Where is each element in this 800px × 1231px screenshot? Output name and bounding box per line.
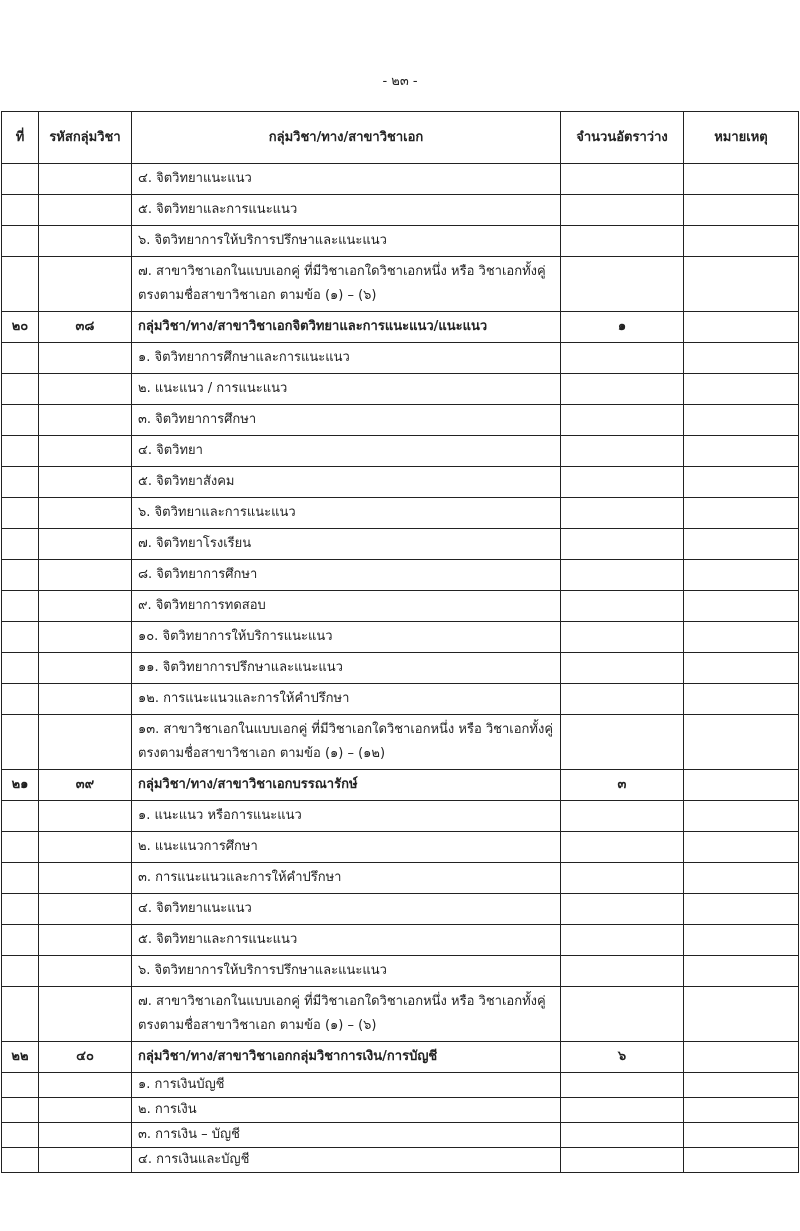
table-row [2, 684, 799, 715]
row-note [684, 498, 799, 529]
row-no: ๒๒ [2, 1042, 39, 1073]
row-code [39, 405, 132, 436]
row-code [39, 436, 132, 467]
row-note [684, 1123, 799, 1148]
row-subject: ๓. การแนะแนวและการให้คำปรึกษา [132, 863, 561, 894]
row-count: ๑ [561, 312, 684, 343]
row-subject: ๔. จิตวิทยาแนะแนว [132, 894, 561, 925]
row-no [2, 1148, 39, 1173]
row-code [39, 832, 132, 863]
row-no [2, 257, 39, 312]
row-no [2, 529, 39, 560]
row-code [39, 374, 132, 405]
row-no [2, 405, 39, 436]
header-count: จำนวนอัตราว่าง [561, 112, 684, 164]
row-no [2, 894, 39, 925]
row-no [2, 925, 39, 956]
row-code [39, 715, 132, 770]
row-code [39, 1148, 132, 1173]
row-code [39, 1098, 132, 1123]
row-no [2, 498, 39, 529]
vacancy-table [1, 111, 799, 1173]
table-row [2, 622, 799, 653]
table-row [2, 257, 799, 312]
row-code [39, 195, 132, 226]
row-subject: ๗. สาขาวิชาเอกในแบบเอกคู่ ที่มีวิชาเอกใดวิชาเอกหนึ่ง หรือ วิชาเอกทั้งคู่ตรงตามชื่อสาขาวิชาเอก ตามข้อ (๑) – (๖) [132, 987, 561, 1042]
row-subject: ๗. สาขาวิชาเอกในแบบเอกคู่ ที่มีวิชาเอกใดวิชาเอกหนึ่ง หรือ วิชาเอกทั้งคู่ตรงตามชื่อสาขาวิชาเอก ตามข้อ (๑) – (๖) [132, 257, 561, 312]
row-no [2, 436, 39, 467]
row-count [561, 622, 684, 653]
row-code [39, 653, 132, 684]
row-code: ๔๐ [39, 1042, 132, 1073]
row-subject: ๑. จิตวิทยาการศึกษาและการแนะแนว [132, 343, 561, 374]
row-no [2, 374, 39, 405]
row-note [684, 195, 799, 226]
row-subject: ๗. จิตวิทยาโรงเรียน [132, 529, 561, 560]
table-row [2, 195, 799, 226]
table-row [2, 498, 799, 529]
row-no [2, 715, 39, 770]
row-subject: ๔. จิตวิทยาแนะแนว [132, 164, 561, 195]
row-code [39, 987, 132, 1042]
row-count [561, 591, 684, 622]
row-subject: กลุ่มวิชา/ทาง/สาขาวิชาเอกบรรณารักษ์ [132, 770, 561, 801]
header-note: หมายเหตุ [684, 112, 799, 164]
header-no: ที่ [2, 112, 39, 164]
table-row [2, 863, 799, 894]
row-subject: ๖. จิตวิทยาและการแนะแนว [132, 498, 561, 529]
row-no [2, 467, 39, 498]
row-count [561, 832, 684, 863]
row-count [561, 436, 684, 467]
row-no [2, 956, 39, 987]
row-count [561, 164, 684, 195]
table-row [2, 715, 799, 770]
row-no [2, 195, 39, 226]
row-code [39, 863, 132, 894]
row-note [684, 374, 799, 405]
row-count [561, 405, 684, 436]
table-row [2, 529, 799, 560]
row-no [2, 226, 39, 257]
table-row [2, 1148, 799, 1173]
row-subject: ๑๐. จิตวิทยาการให้บริการแนะแนว [132, 622, 561, 653]
row-note [684, 257, 799, 312]
row-count [561, 925, 684, 956]
row-no [2, 863, 39, 894]
row-note [684, 801, 799, 832]
table-row [2, 832, 799, 863]
row-subject: ๑๒. การแนะแนวและการให้คำปรึกษา [132, 684, 561, 715]
row-note [684, 1073, 799, 1098]
row-count [561, 801, 684, 832]
row-code [39, 529, 132, 560]
row-count [561, 1123, 684, 1148]
row-subject: ๒. แนะแนวการศึกษา [132, 832, 561, 863]
row-note [684, 1148, 799, 1173]
row-note [684, 863, 799, 894]
row-subject: ๑๑. จิตวิทยาการปรึกษาและแนะแนว [132, 653, 561, 684]
row-no [2, 560, 39, 591]
row-note [684, 405, 799, 436]
row-no [2, 653, 39, 684]
row-code: ๓๙ [39, 770, 132, 801]
row-code [39, 467, 132, 498]
row-code [39, 257, 132, 312]
row-note [684, 226, 799, 257]
table-row [2, 405, 799, 436]
row-no [2, 343, 39, 374]
row-note [684, 1098, 799, 1123]
row-count: ๖ [561, 1042, 684, 1073]
row-subject: ๑. แนะแนว หรือการแนะแนว [132, 801, 561, 832]
row-no [2, 1073, 39, 1098]
table-row [2, 164, 799, 195]
group-row [2, 312, 799, 343]
row-no [2, 832, 39, 863]
row-count [561, 560, 684, 591]
row-count [561, 715, 684, 770]
row-code [39, 1123, 132, 1148]
group-row [2, 770, 799, 801]
row-count [561, 374, 684, 405]
row-note [684, 832, 799, 863]
row-no [2, 1123, 39, 1148]
row-note [684, 1042, 799, 1073]
row-note [684, 925, 799, 956]
table-row [2, 894, 799, 925]
row-code [39, 560, 132, 591]
row-no [2, 801, 39, 832]
row-count [561, 195, 684, 226]
row-subject: ๕. จิตวิทยาสังคม [132, 467, 561, 498]
row-count [561, 863, 684, 894]
row-code [39, 164, 132, 195]
row-count [561, 226, 684, 257]
row-count [561, 467, 684, 498]
table-row [2, 591, 799, 622]
table-row [2, 653, 799, 684]
table-row [2, 801, 799, 832]
row-code [39, 925, 132, 956]
row-code [39, 1073, 132, 1098]
row-note [684, 987, 799, 1042]
row-count [561, 987, 684, 1042]
table-row [2, 1073, 799, 1098]
row-code [39, 956, 132, 987]
row-no [2, 1098, 39, 1123]
row-count [561, 343, 684, 374]
table-row [2, 436, 799, 467]
table-row [2, 956, 799, 987]
row-subject: ๔. จิตวิทยา [132, 436, 561, 467]
table-row [2, 925, 799, 956]
row-count [561, 1098, 684, 1123]
row-count [561, 684, 684, 715]
row-subject: กลุ่มวิชา/ทาง/สาขาวิชาเอกกลุ่มวิชาการเงิน/การบัญชี [132, 1042, 561, 1073]
row-note [684, 312, 799, 343]
row-note [684, 684, 799, 715]
row-note [684, 894, 799, 925]
row-code [39, 894, 132, 925]
table-header-row [2, 112, 799, 164]
row-note [684, 956, 799, 987]
row-no [2, 987, 39, 1042]
row-count: ๓ [561, 770, 684, 801]
row-no [2, 591, 39, 622]
row-subject: ๖. จิตวิทยาการให้บริการปรึกษาและแนะแนว [132, 226, 561, 257]
table-row [2, 374, 799, 405]
row-code [39, 591, 132, 622]
row-note [684, 591, 799, 622]
table-row [2, 226, 799, 257]
header-code: รหัสกลุ่มวิชา [39, 112, 132, 164]
row-note [684, 653, 799, 684]
row-subject: ๘. จิตวิทยาการศึกษา [132, 560, 561, 591]
row-note [684, 770, 799, 801]
row-no [2, 164, 39, 195]
row-no: ๒๑ [2, 770, 39, 801]
row-count [561, 498, 684, 529]
table-row [2, 1098, 799, 1123]
row-count [561, 956, 684, 987]
table-row [2, 1123, 799, 1148]
table-row [2, 560, 799, 591]
row-count [561, 257, 684, 312]
row-no: ๒๐ [2, 312, 39, 343]
row-count [561, 1148, 684, 1173]
row-code: ๓๘ [39, 312, 132, 343]
row-count [561, 653, 684, 684]
row-note [684, 164, 799, 195]
row-count [561, 1073, 684, 1098]
row-note [684, 343, 799, 374]
row-code [39, 801, 132, 832]
row-subject: ๑. การเงินบัญชี [132, 1073, 561, 1098]
row-subject: ๙. จิตวิทยาการทดสอบ [132, 591, 561, 622]
row-count [561, 894, 684, 925]
row-code [39, 498, 132, 529]
row-note [684, 560, 799, 591]
row-subject: ๒. การเงิน [132, 1098, 561, 1123]
table-row [2, 987, 799, 1042]
row-code [39, 226, 132, 257]
row-note [684, 436, 799, 467]
row-note [684, 715, 799, 770]
row-no [2, 622, 39, 653]
row-no [2, 684, 39, 715]
row-subject: ๒. แนะแนว / การแนะแนว [132, 374, 561, 405]
row-subject: ๓. จิตวิทยาการศึกษา [132, 405, 561, 436]
header-subject: กลุ่มวิชา/ทาง/สาขาวิชาเอก [132, 112, 561, 164]
row-subject: ๓. การเงิน – บัญชี [132, 1123, 561, 1148]
row-subject: ๖. จิตวิทยาการให้บริการปรึกษาและแนะแนว [132, 956, 561, 987]
table-row [2, 343, 799, 374]
row-code [39, 622, 132, 653]
page-number: - ๒๓ - [382, 74, 418, 89]
table-row [2, 467, 799, 498]
row-note [684, 529, 799, 560]
row-subject: ๕. จิตวิทยาและการแนะแนว [132, 195, 561, 226]
row-subject: ๕. จิตวิทยาและการแนะแนว [132, 925, 561, 956]
row-subject: ๑๓. สาขาวิชาเอกในแบบเอกคู่ ที่มีวิชาเอกใดวิชาเอกหนึ่ง หรือ วิชาเอกทั้งคู่ตรงตามชื่อสาขาวิชาเอก ตามข้อ (๑) – (๑๒) [132, 715, 561, 770]
group-row [2, 1042, 799, 1073]
row-note [684, 622, 799, 653]
row-subject: ๔. การเงินและบัญชี [132, 1148, 561, 1173]
row-count [561, 529, 684, 560]
row-code [39, 343, 132, 374]
row-note [684, 467, 799, 498]
row-code [39, 684, 132, 715]
row-subject: กลุ่มวิชา/ทาง/สาขาวิชาเอกจิตวิทยาและการแนะแนว/แนะแนว [132, 312, 561, 343]
